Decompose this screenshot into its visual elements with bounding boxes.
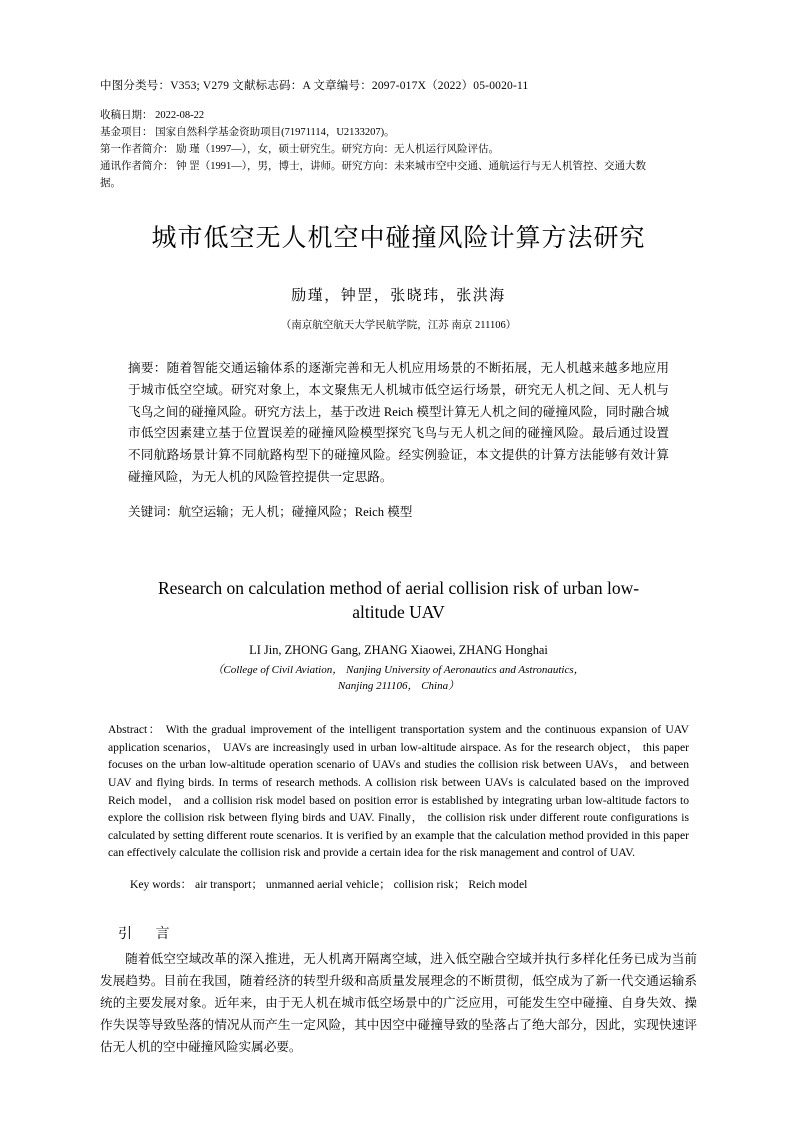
introduction-paragraph: 随着低空空域改革的深入推进，无人机离开隔离空域，进入低空融合空域并执行多样化任务已成为当前发展趋势。目前在我国，随着经济的转型升级和高质量发展理念的不断贯彻，低空成为了新一代交通运输系统的主要发展对象。近年来，由于无人机在城市低空场景中的广泛应用，可能发生空中碰撞、自身失效、操作失误等导致坠落的情况从而产生一定风险，其中因空中碰撞导致的坠落占了绝大部分，因此，实现快速评估无人机的空中碰撞风险实属必要。 <box>100 952 697 1055</box>
english-affiliation-line1: （College of Civil Aviation， Nanjing University of Aeronautics and Astronautics， <box>212 664 585 677</box>
corresponding-author-bio-cont: 据。 <box>100 178 121 190</box>
english-affiliation <box>140 663 657 695</box>
chinese-abstract: 摘要：随着智能交通运输体系的逐渐完善和无人机应用场景的不断拓展，无人机越来越多地应用于城市低空空域。研究对象上，本文聚焦无人机城市低空运行场景，研究无人机之间、无人机与飞鸟之间的碰撞风险。研究方法上，基于改进 Reich 模型计算无人机之间的碰撞风险，同时融合城市低空因素建立基于位置误差的碰撞风险模型探究飞鸟与无人机之间的碰撞风险。最后通过设置不同航路场景计算不同航路构型下的碰撞风险。经实例验证，本文提供的计算方法能够有效计算碰撞风险，为无人机的风险管控提供一定思路。 <box>128 361 669 484</box>
chinese-title: 城市低空无人机空中碰撞风险计算方法研究 <box>151 225 646 253</box>
metadata-block <box>100 107 697 192</box>
chinese-affiliation: （南京航空航天大学民航学院，江苏 南京 211106） <box>280 320 517 332</box>
fund-project: 基金项目： 国家自然科学基金资助项目(71971114，U2133207)。 <box>100 127 395 139</box>
first-author-bio: 第一作者简介： 励 瑾（1997—），女，硕士研究生。研究方向：无人机运行风险评估。 <box>100 144 499 156</box>
english-title: Research on calculation method of aerial collision risk of urban low-altitude UAV <box>157 577 640 623</box>
english-authors: LI Jin, ZHONG Gang, ZHANG Xiaowei, ZHANG Honghai <box>249 643 548 658</box>
english-affiliation-line2: Nanjing 211106， China） <box>337 680 460 693</box>
chinese-keywords: 关键词：航空运输；无人机；碰撞风险；Reich 模型 <box>128 505 413 520</box>
corresponding-author-bio: 通讯作者简介： 钟 罡（1991—），男，博士，讲师。研究方向：未来城市空中交通、通航运行与无人机管控、交通大数 <box>100 161 646 173</box>
section-heading-introduction: 引 言 <box>118 927 180 943</box>
received-date: 收稿日期： 2022-08-22 <box>100 110 205 122</box>
classification-line: 中图分类号：V353; V279 文献标志码：A 文章编号：2097-017X（2022）05-0020-11 <box>100 80 529 92</box>
english-keywords: Key words： air transport； unmanned aerial vehicle； collision risk； Reich model <box>130 878 528 892</box>
chinese-authors: 励瑾，钟罡，张晓玮，张洪海 <box>291 288 506 305</box>
english-abstract: Abstract： With the gradual improvement of the intelligent transportation system and the continuous expansion of UAV application scenarios， UAVs are increasingly used in urban low-altitude airspace. As for the research object， this paper focuses on the urban low-altitude operation scenario of UAVs and studies the collision risk between UAVs， and between UAV and flying birds. In terms of research methods. A collision risk between UAVs is calculated based on the improved Reich model， and a collision risk model based on position error is established by integrating urban low-altitude factors to explore the collision risk between flying birds and UAV. Finally， the collision risk under different route configurations is calculated by setting different route scenarios. It is verified by an example that the calculation method provided in this paper can effectively calculate the collision risk and provide a certain idea for the risk management and control of UAV. <box>108 723 689 860</box>
